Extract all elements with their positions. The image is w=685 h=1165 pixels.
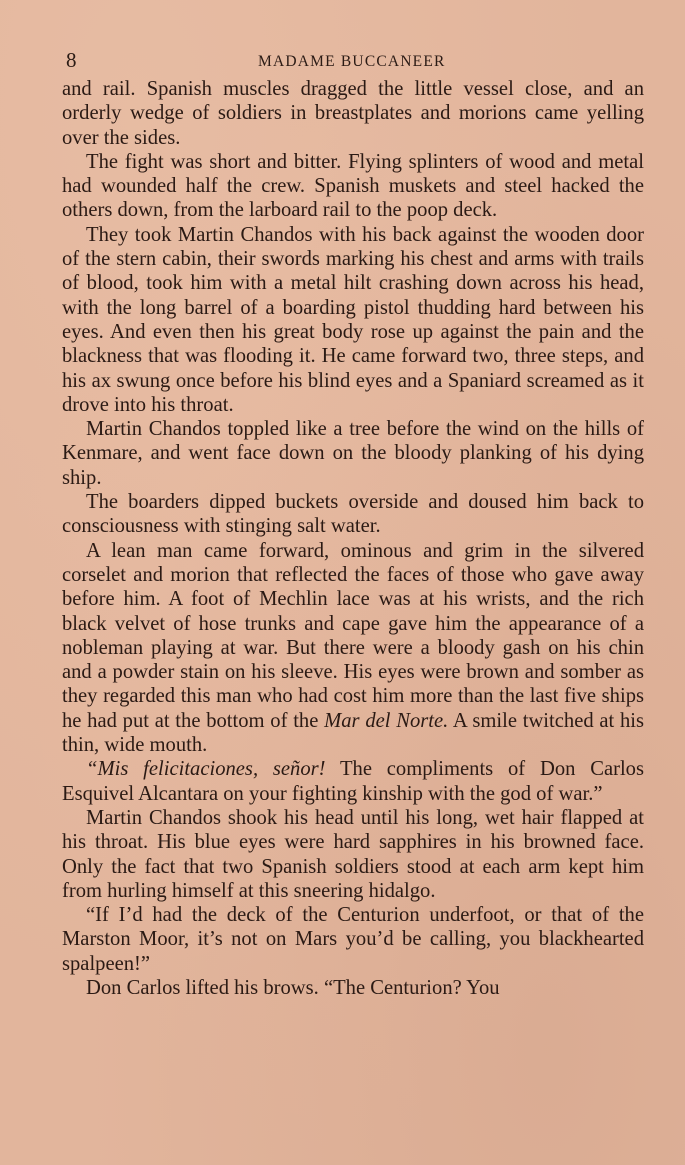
text-segment: and rail. Spanish muscles dragged the little vessel close, and an orderly wedge of soldiers in breastplates and morions came yelling over the sides. bbox=[62, 78, 644, 149]
paragraph bbox=[62, 976, 644, 1000]
italic-text: “Mis felicitaciones, señor! bbox=[86, 758, 326, 781]
paragraph bbox=[62, 757, 644, 806]
paragraph bbox=[62, 903, 644, 976]
text-segment: Martin Chandos toppled like a tree before the wind on the hills of Kenmare, and went face down on the bloody planking of his dying ship. bbox=[62, 418, 644, 489]
text-segment: The compliments of Don Carlos Esquivel Alcantara on your fighting kinship with the god of war.” bbox=[62, 758, 644, 805]
paragraph bbox=[62, 223, 644, 417]
italic-text: Mar del Norte. bbox=[324, 709, 449, 732]
text-segment: Don Carlos lifted his brows. “The Centurion? You bbox=[86, 976, 500, 999]
paragraph bbox=[62, 806, 644, 903]
page-number: 8 bbox=[66, 48, 77, 72]
body-text bbox=[62, 77, 644, 1000]
running-head bbox=[66, 48, 646, 76]
text-segment: A smile twitched at his thin, wide mouth. bbox=[62, 709, 645, 757]
book-title: MADAME BUCCANEER bbox=[258, 53, 446, 70]
text-segment: The fight was short and bitter. Flying splinters of wood and metal had wounded half the crew. Spanish muskets and steel hacked the others down, from the larboard rail to the poop deck. bbox=[62, 150, 644, 222]
text-segment: Martin Chandos shook his head until his long, wet hair flapped at his throat. His blue eyes were hard sapphires in his browned face. Only the fact that two Spanish soldiers stood at each arm kept him from hurling himself at this sneering hidalgo. bbox=[62, 806, 644, 902]
text-segment: A lean man came forward, ominous and grim in the silvered corselet and morion that reflected the faces of those who gave away before him. A foot of Mechlin lace was at his wrists, and the rich black velvet of hose trunks and cape gave him the appearance of a nobleman playing at war. But there were a bloody gash on his chin and a powder stain on his sleeve. His eyes were brown and somber as they regarded this man who had cost him more than the last five ships he had put at the bottom of the bbox=[62, 539, 644, 732]
paragraph bbox=[62, 150, 644, 223]
paragraph bbox=[62, 490, 644, 539]
paragraph bbox=[62, 417, 644, 490]
text-segment: They took Martin Chandos with his back against the wooden door of the stern cabin, their swords marking his chest and arms with trails of blood, took him with a metal hilt crashing down across his head, with the long barrel of a boarding pistol thudding hard between his eyes. And even then his great body rose up against the pain and the blackness that was flooding it. He came forward two, three steps, and his ax swung once before his blind eyes and a Spaniard screamed as it drove into his throat. bbox=[62, 223, 644, 416]
text-segment: “If I’d had the deck of the Centurion underfoot, or that of the Marston Moor, it’s not on Mars you’d be calling, you blackhearted spalpeen!” bbox=[62, 904, 644, 975]
paragraph bbox=[62, 77, 644, 150]
paragraph bbox=[62, 539, 644, 758]
text-segment: The boarders dipped buckets overside and doused him back to consciousness with stinging salt water. bbox=[62, 491, 644, 538]
